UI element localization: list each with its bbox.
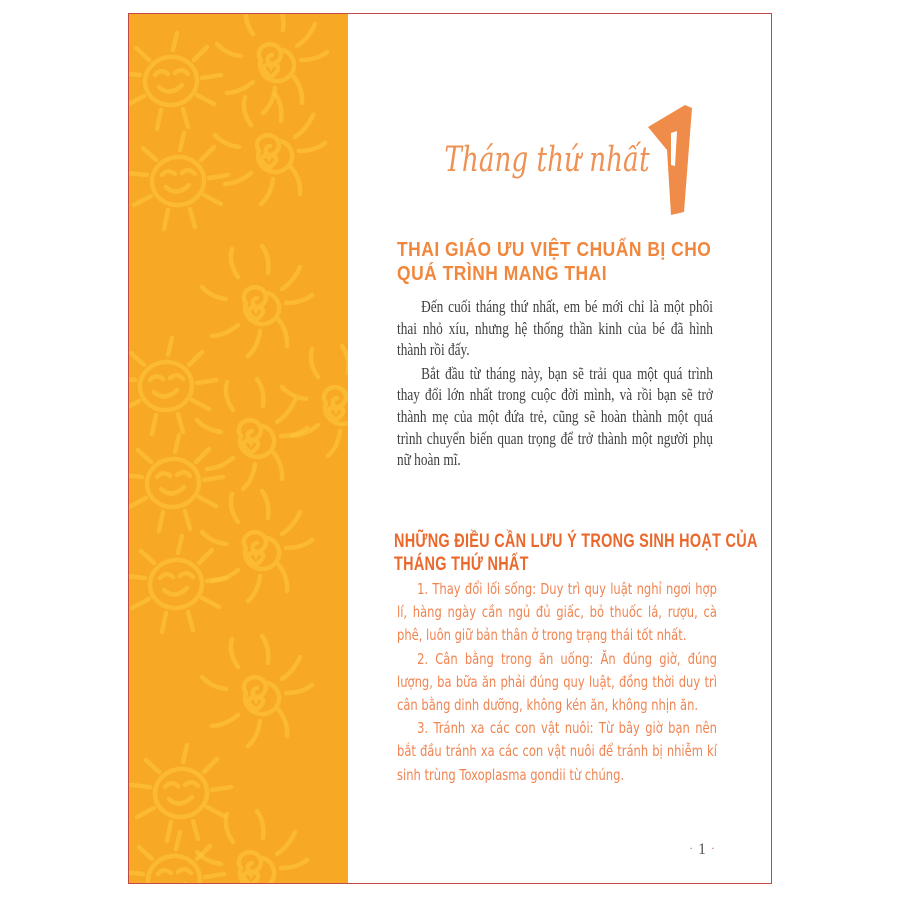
- chapter-script-title: Tháng thứ nhất: [444, 140, 650, 180]
- smiley-sun-icon: [129, 435, 223, 531]
- page-number-value: 1: [698, 841, 706, 858]
- swirl-sun-icon: [197, 811, 307, 883]
- intro-text: [397, 296, 713, 473]
- page: [128, 13, 772, 884]
- sun-doodle-pattern: [129, 14, 348, 883]
- smiley-sun-icon: [129, 832, 224, 883]
- section-heading-line: THÁNG THỨ NHẤT: [394, 553, 529, 575]
- page-number-dot: ·: [689, 841, 694, 855]
- swirl-sun-icon: [282, 346, 348, 456]
- body-paragraph: Bắt đầu từ tháng này, bạn sẽ trải qua một quá trình thay đổi lớn nhất trong cuộc đời mình, và rồi bạn sẽ trở thành mẹ của một đứa trẻ, cũng sẽ hoàn thành một quá trình chuyển biến quan trọng để trở thành một người phụ nữ hoàn mĩ.: [397, 363, 713, 470]
- chapter-number-numeral: [647, 104, 692, 216]
- list-item: 1. Thay đổi lối sống: Duy trì quy luật nghỉ ngơi hợp lí, hàng ngày cần ngủ đủ giấc, bỏ thuốc lá, rượu, cà phê, luôn giữ bản thân ở trong trạng thái tốt nhất.: [397, 580, 717, 645]
- section-heading: [394, 530, 758, 576]
- smiley-sun-icon: [129, 536, 226, 632]
- list-item: 2. Cân bằng trong ăn uống: Ăn đúng giờ, đúng lượng, ba bữa ăn phải đúng quy luật, đồng thời duy trì cân bằng dinh dưỡng, không kén ăn, không nhịn ăn.: [397, 649, 717, 715]
- chapter-heading-line: QUÁ TRÌNH MANG THAI: [397, 261, 608, 285]
- decorative-sidebar: [129, 14, 348, 883]
- chapter-heading: [397, 238, 711, 285]
- swirl-sun-icon: [202, 246, 312, 356]
- smiley-sun-icon: [129, 33, 221, 129]
- smiley-sun-icon: [129, 133, 228, 229]
- swirl-sun-icon: [217, 14, 327, 113]
- page-number-dot: ·: [710, 841, 715, 855]
- smiley-sun-icon: [131, 745, 231, 841]
- chapter-heading-line: THAI GIÁO ƯU VIỆT CHUẨN BỊ CHO: [397, 238, 712, 261]
- advice-list: [397, 578, 717, 787]
- swirl-sun-icon: [202, 491, 312, 601]
- swirl-sun-icon: [202, 636, 312, 746]
- body-paragraph: Đến cuối tháng thứ nhất, em bé mới chỉ là một phôi thai nhỏ xíu, nhưng hệ thống thần kinh của bé đã hình thành rồi đấy.: [397, 297, 713, 360]
- page-number: [662, 841, 742, 859]
- list-item: 3. Tránh xa các con vật nuôi: Từ bây giờ bạn nên bắt đầu tránh xa các con vật nuôi để tránh bị nhiễm kí sinh trùng Toxoplasma gondii từ chúng.: [397, 719, 717, 784]
- swirl-sun-icon: [215, 94, 325, 204]
- smiley-sun-icon: [129, 338, 216, 434]
- section-heading-line: NHỮNG ĐIỀU CẦN LƯU Ý TRONG SINH HOẠT CỦA: [394, 530, 758, 552]
